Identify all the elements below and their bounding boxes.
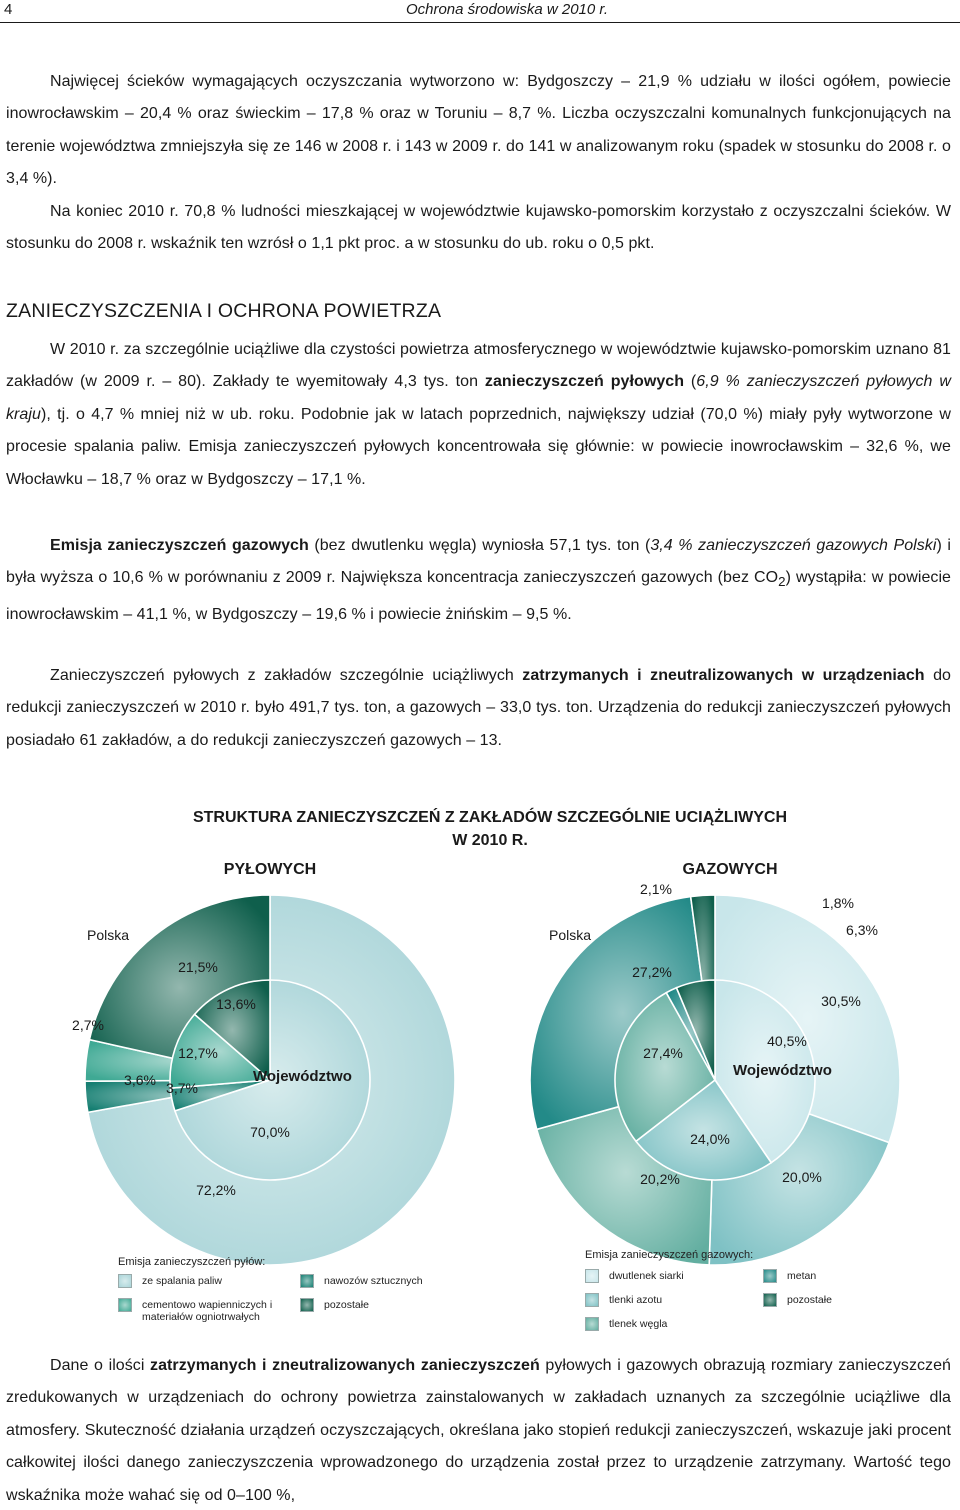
outer-value-label: 2,1% <box>640 881 672 897</box>
paragraph-text: (bez dwutlenku węgla) wyniosła 57,1 tys. ton ( <box>308 537 651 554</box>
pie-gas <box>530 861 900 1265</box>
emphasis-dust: zanieczyszczeń pyłowych <box>484 373 685 391</box>
co2-subscript: 2 <box>778 574 786 590</box>
page-number: 4 <box>4 1 13 18</box>
paragraph-gas-emission <box>6 530 951 631</box>
legend-label: pozostałe <box>787 1294 832 1306</box>
legend-title: Emisja zanieczyszczeń pyłów: <box>118 1256 266 1268</box>
outer-value-label: 2,7% <box>72 1017 104 1033</box>
legend-label: cementowo wapienniczych i materiałów ogniotrwałych <box>142 1299 273 1323</box>
legend-label: ze spalania paliw <box>142 1275 222 1287</box>
legend-swatch <box>585 1317 599 1331</box>
legend-label: dwutlenek siarki <box>609 1270 684 1282</box>
section-heading: ZANIECZYSZCZENIA I OCHRONA POWIETRZA <box>6 300 442 322</box>
paragraph-text: ) wystąpiła: w powiecie inowrocławskim – 41,1 %, w Bydgoszczy – 19,6 % i powiecie żnińskim – 9,5 %. <box>6 569 951 623</box>
inner-value-label: 6,3% <box>846 922 878 938</box>
inner-value-label: 40,5% <box>767 1033 807 1049</box>
legend-swatch <box>585 1293 599 1307</box>
paragraph-retained <box>6 660 951 757</box>
paragraph-text: Dane o ilości <box>50 1357 151 1374</box>
outer-value-label: 27,2% <box>632 964 672 980</box>
pie-dust <box>72 861 455 1265</box>
paragraph-text: ( <box>684 373 697 391</box>
pie-title: PYŁOWYCH <box>223 861 317 878</box>
legend-label: nawozów sztucznych <box>324 1275 423 1287</box>
paragraph-text: Zanieczyszczeń pyłowych z zakładów szczególnie uciążliwych <box>50 667 523 684</box>
pie-title: GAZOWYCH <box>682 861 778 878</box>
legend-title: Emisja zanieczyszczeń gazowych: <box>585 1249 754 1261</box>
outer-value-label: 30,5% <box>821 993 861 1009</box>
paragraph-text: Na koniec 2010 r. 70,8 % ludności mieszkającej w województwie kujawsko-pomorskim korzystało z oczyszczalni ścieków. W stosunku do 2008 r. wskaźnik ten wzrósł o 1,1 pkt proc. a w stosunku do ub. roku o 0,5 pkt. <box>6 203 951 253</box>
outer-value-label: 20,0% <box>782 1169 822 1185</box>
legend-swatch <box>118 1298 132 1312</box>
paragraph-reduction <box>6 1350 951 1510</box>
legend-swatch <box>763 1269 777 1283</box>
inner-value-label: 3,7% <box>166 1080 198 1096</box>
header-rule <box>0 22 960 23</box>
emphasis-retained-pollutants: zatrzymanych i zneutralizowanych zanieczyszczeń <box>150 1357 540 1374</box>
legend-swatch <box>300 1274 314 1288</box>
inner-value-label: 24,0% <box>690 1131 730 1147</box>
outer-value-label: 72,2% <box>196 1182 236 1198</box>
paragraph-text: Najwięcej ścieków wymagających oczyszczania wytworzono w: Bydgoszczy – 21,9 % udziału w ilości ogółem, powiecie inowrocławskim – 20,4 % oraz świeckim – 17,8 % oraz w Toruniu – 8,7 %. Liczba oczyszczalni komunalnych funkcjonujących na terenie województwa zmniejszyła się ze 146 w 2008 r. i 143 w 2009 r. do 141 w analizowanym roku (spadek w stosunku do 2008 r. o 3,4 %). <box>6 73 951 188</box>
inner-value-label: 13,6% <box>216 996 256 1012</box>
inner-value-label: 12,7% <box>178 1045 218 1061</box>
paragraph-text: ) i była wyższa o 10,6 % w porównaniu z 2009 r. Największa koncentracja zanieczyszczeń gazowych (bez CO <box>6 537 951 587</box>
ring-label-polska: Polska <box>548 927 592 943</box>
legend-label: metan <box>787 1270 817 1282</box>
page-header <box>0 0 960 26</box>
inner-value-label: 70,0% <box>250 1124 290 1140</box>
inner-value-label: 27,4% <box>643 1045 683 1061</box>
paragraph-wastewater <box>6 66 951 196</box>
emphasis-gas-share: 3,4 % zanieczyszczeń gazowych Polski <box>650 537 937 554</box>
paragraph-text: W 2010 r. za szczególnie uciążliwe dla czystości powietrza atmosferycznego w województwie kujawsko-pomorskim uznano 81 zakładów (w 2009 r. – 80). Zakłady te wyemitowały 4,3 tys. ton <box>6 341 951 391</box>
emphasis-retained: zatrzymanych i zneutralizowanych w urządzeniach <box>522 667 925 684</box>
running-title: Ochrona środowiska w 2010 r. <box>405 1 608 18</box>
legend-swatch <box>585 1269 599 1283</box>
legend-swatch <box>763 1293 777 1307</box>
ring-label-wojewodztwo: Województwo <box>733 1062 832 1079</box>
emphasis-dust-share: 6,9 % zanieczyszczeń pyłowych w kraju <box>6 373 951 423</box>
ring-label-polska: Polska <box>86 927 130 943</box>
paragraph-text: ), tj. o 4,7 % mniej niż w ub. roku. Podobnie jak w latach poprzednich, największy udział (70,0 %) miały pyły wytworzone w procesie spalania paliw. Emisja zanieczyszczeń pyłowych koncentrowała się głównie: w powiecie inowrocławskim – 32,6 %, we Włocławku – 18,7 % oraz w Bydgoszczy – 17,1 %. <box>6 405 951 488</box>
paragraph-text: pyłowych i gazowych obrazują rozmiary zanieczyszczeń zredukowanych w urządzeniach do ochrony powietrza zainstalowanych w zakładach uznanych za szczególnie uciążliwe dla atmosfery. Skuteczność działania urządzeń oczyszczających, określana jako stopień redukcji zanieczyszczeń, wskazuje jaki procent całkowitej ilości danego zanieczyszczenia wprowadzonego do urządzenia został przez to urządzenie zatrzymany. Wartość tego wskaźnika może wahać się od 0–100 %, <box>6 1357 952 1504</box>
outer-value-label: 3,6% <box>124 1072 156 1088</box>
chart-title: STRUKTURA ZANIECZYSZCZEŃ Z ZAKŁADÓW SZCZEGÓLNIE UCIĄŻLIWYCH <box>192 809 788 826</box>
chart-title-year: W 2010 R. <box>452 832 528 849</box>
legend-gas <box>585 1249 915 1341</box>
inner-value-label: 1,8% <box>822 895 854 911</box>
emphasis-gas: Emisja zanieczyszczeń gazowych <box>50 537 309 554</box>
legend-label: pozostałe <box>324 1299 369 1311</box>
legend-swatch <box>118 1274 132 1288</box>
legend-dust <box>118 1256 448 1336</box>
legend-swatch <box>300 1298 314 1312</box>
ring-label-wojewodztwo: Województwo <box>253 1068 352 1085</box>
legend-label: tlenek węgla <box>609 1318 668 1330</box>
paragraph-dust-emission <box>6 334 951 496</box>
outer-value-label: 21,5% <box>178 959 218 975</box>
outer-value-label: 20,2% <box>640 1171 680 1187</box>
paragraph-text: do redukcji zanieczyszczeń w 2010 r. było 491,7 tys. ton, a gazowych – 33,0 tys. ton. Urządzenia do redukcji zanieczyszczeń pyłowych posiadało 61 zakładów, a do redukcji zanieczyszczeń gazowych – 13. <box>6 667 952 749</box>
paragraph-treatment-population <box>6 196 951 261</box>
legend-label: tlenki azotu <box>609 1294 663 1306</box>
